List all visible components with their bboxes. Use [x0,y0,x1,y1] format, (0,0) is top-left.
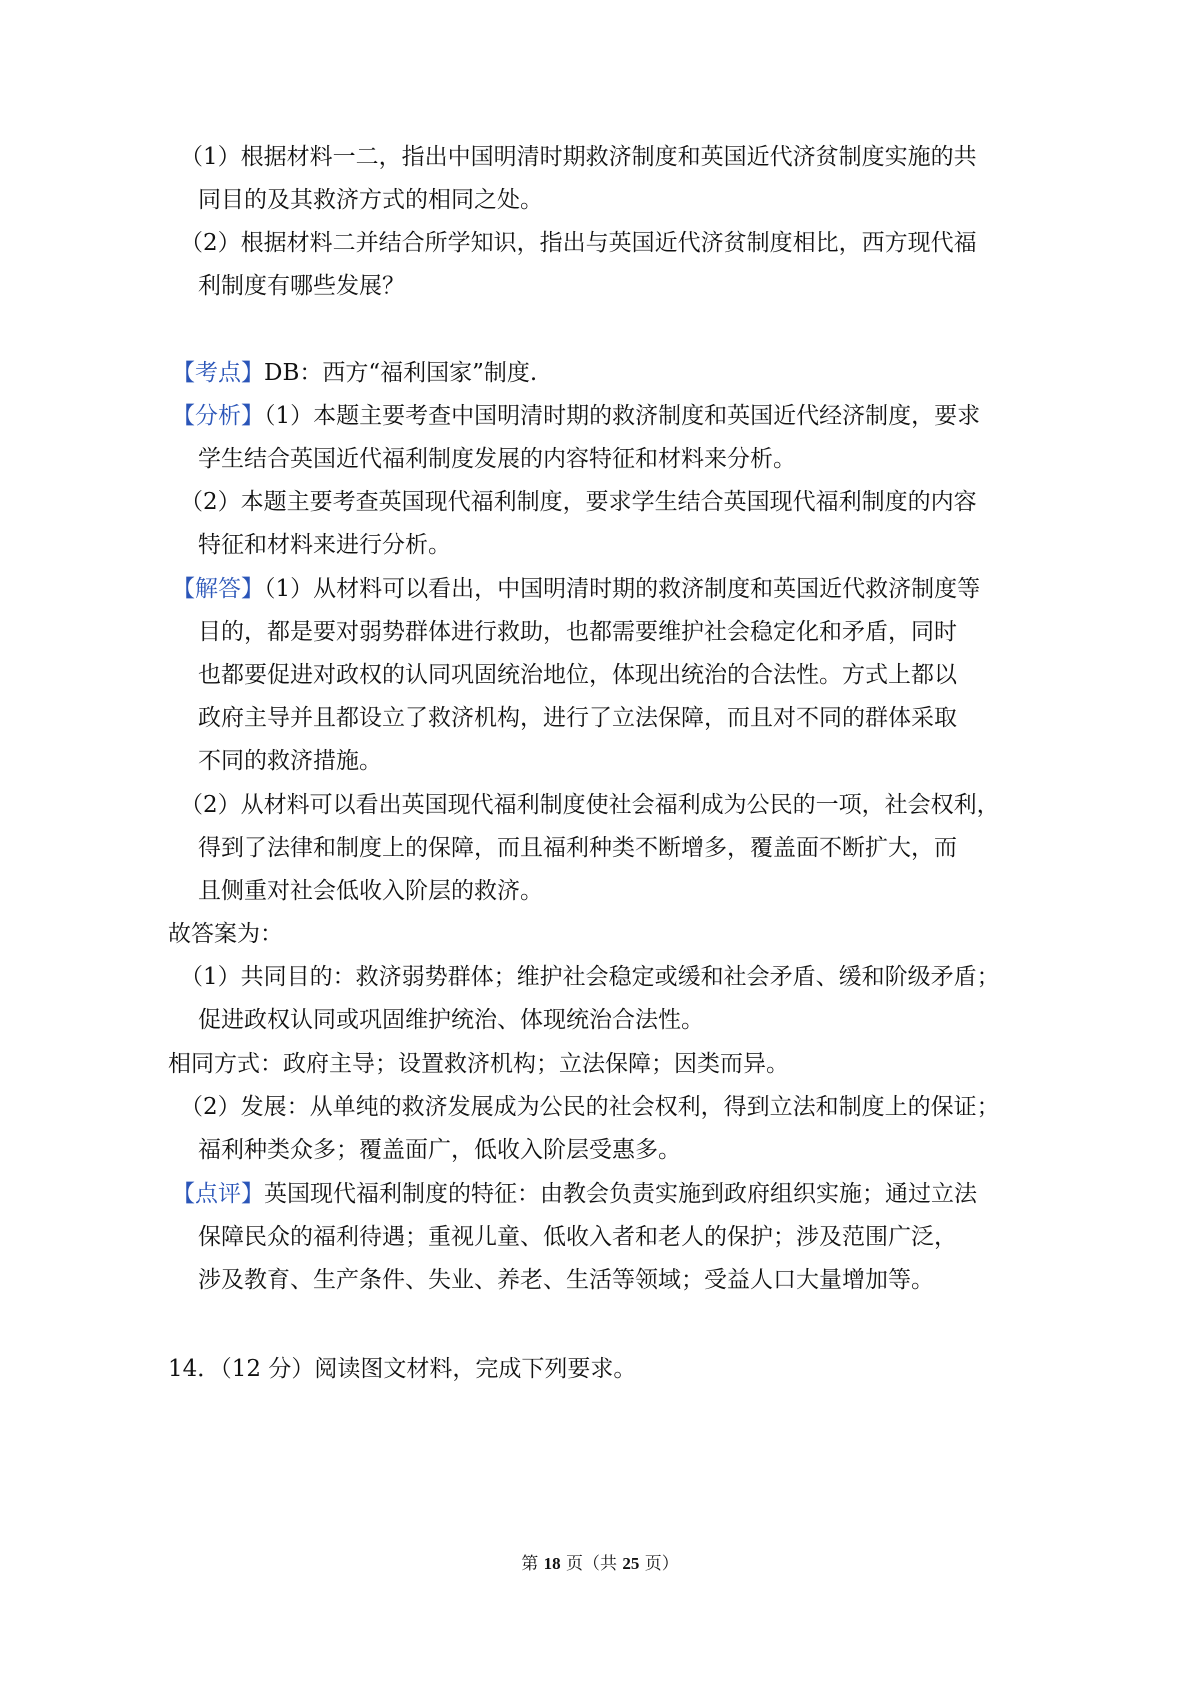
answer-2-line-1: （2）发展：从单纯的救济发展成为公民的社会权利，得到立法和制度上的保证； [180,1094,1000,1120]
jieda-p2-line-3: 且侧重对社会低收入阶层的救济。 [198,878,543,904]
kaodian-tag: 【考点】 [172,360,264,386]
fenxi-line-1 [172,401,980,431]
fenxi-p2-line-2: 特征和材料来进行分析。 [198,532,451,558]
page-footer [0,1552,1200,1576]
jieda-p1-line-3: 也都要促进对政权的认同巩固统治地位，体现出统治的合法性。方式上都以 [198,662,957,688]
jieda-p1-line-2: 目的，都是要对弱势群体进行救助，也都需要维护社会稳定化和矛盾，同时 [198,619,957,645]
question-1-line-1: （1）根据材料一二，指出中国明清时期救济制度和英国近代济贫制度实施的共 [180,144,977,170]
jieda-p1-line-5: 不同的救济措施。 [198,748,382,774]
kaodian-text: DB：西方“福利国家”制度. [264,360,538,386]
dianping-line-2: 保障民众的福利待遇；重视儿童、低收入者和老人的保护；涉及范围广泛， [198,1224,957,1250]
footer-suffix: 页） [639,1554,679,1574]
jieda-p2-line-2: 得到了法律和制度上的保障，而且福利种类不断增多，覆盖面不断扩大，而 [198,835,957,861]
question-2-line-1: （2）根据材料二并结合所学知识，指出与英国近代济贫制度相比，西方现代福 [180,230,977,256]
dianping-tag: 【点评】 [172,1181,264,1207]
answer-2-line-2: 福利种类众多；覆盖面广，低收入阶层受惠多。 [198,1137,681,1163]
footer-prefix: 第 [521,1554,544,1574]
footer-total-pages: 25 [622,1554,640,1573]
footer-page-number: 18 [543,1554,561,1573]
jieda-p2-line-1: （2）从材料可以看出英国现代福利制度使社会福利成为公民的一项，社会权利， [180,792,1000,818]
fenxi-p1-line-1: （1）本题主要考查中国明清时期的救济制度和英国近代经济制度，要求 [264,403,981,429]
jieda-line-1 [172,574,980,604]
jieda-tag: 【解答】 [172,576,264,602]
dianping-line-3: 涉及教育、生产条件、失业、养老、生活等领域；受益人口大量增加等。 [198,1267,934,1293]
kaodian-line [172,358,537,388]
answer-1-line-2: 促进政权认同或巩固维护统治、体现统治合法性。 [198,1007,704,1033]
fenxi-p2-line-1: （2）本题主要考查英国现代福利制度，要求学生结合英国现代福利制度的内容 [180,489,977,515]
answer-heading: 故答案为： [168,921,283,947]
question-1-line-2: 同目的及其救济方式的相同之处。 [198,187,543,213]
jieda-p1-line-4: 政府主导并且都设立了救济机构，进行了立法保障，而且对不同的群体采取 [198,705,957,731]
dianping-line-1 [172,1179,977,1209]
fenxi-p1-line-2: 学生结合英国近代福利制度发展的内容特征和材料来分析。 [198,446,796,472]
answer-same-way: 相同方式：政府主导；设置救济机构；立法保障；因类而异。 [168,1051,789,1077]
footer-mid: 页（共 [560,1554,623,1574]
jieda-p1-line-1: （1）从材料可以看出，中国明清时期的救济制度和英国近代救济制度等 [264,576,981,602]
answer-1-line-1: （1）共同目的：救济弱势群体；维护社会稳定或缓和社会矛盾、缓和阶级矛盾； [180,964,1000,990]
question-2-line-2: 利制度有哪些发展？ [198,273,405,299]
dianping-text-line-1: 英国现代福利制度的特征：由教会负责实施到政府组织实施；通过立法 [264,1181,977,1207]
fenxi-tag: 【分析】 [172,403,264,429]
question-14: 14．（12 分）阅读图文材料，完成下列要求。 [168,1356,637,1382]
